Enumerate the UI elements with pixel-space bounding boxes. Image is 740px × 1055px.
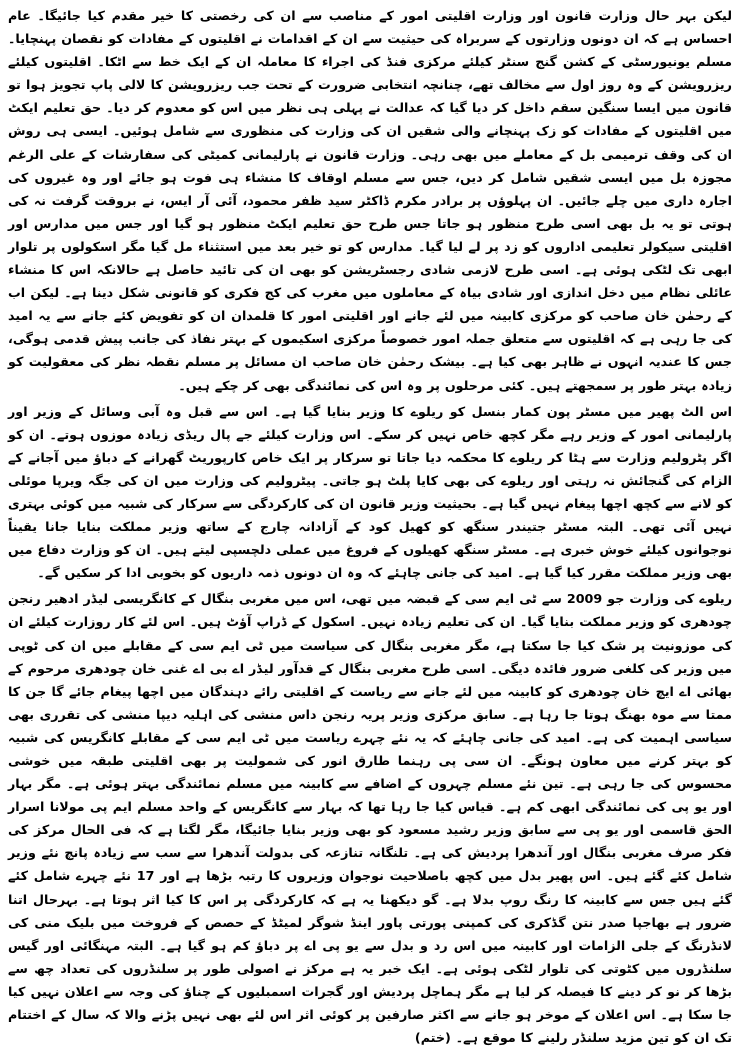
article-paragraph-1: لیکن بہر حال وزارت قانون اور وزارت اقلیتی امور کے مناصب سے ان کی رخصتی کا خیر مقدم کیا جائیگا۔ عام احساس ہے کہ ان دونوں وزارتوں کے سربراہ کی حیثیت سے ان کے اقدامات نے اقلیتوں کے مفادات کو نقصان پہنچایا۔ مسلم یونیورسٹی کے کشن گنج سنٹر کیلئے مرکزی فنڈ کی اجراء کا معاملہ ان کے ایک خط سے اٹکا۔ اقلیتوں کیلئے ریزرویشن کے وہ روز اول سے مخالف تھے، چنانچہ انتخابی ضرورت کے تحت جب ریزرویشن کا لالی پاپ تجویز ہوا تو قانون میں ایسا سنگین سقم داخل کر دیا گیا کہ عدالت نے پہلی ہی نظر میں اس کو معدوم کر دیا۔ حق تعلیم ایکٹ میں اقلیتوں کے مفادات کو زک پہنچانے والی شقیں ان کی وزارت کی منظوری سے شامل ہوئیں۔ ایسی ہی روش ان کی وقف ترمیمی بل کے معاملے میں بھی رہی۔ وزارت قانون نے پارلیمانی کمیٹی کی سفارشات کے علی الرغم مجوزہ بل میں ایسی شقیں شامل کر دیں، جس سے مسلم اوقاف کا منشاء ہی فوت ہو جائے اور وہ غیروں کی اجارہ داری میں چلے جائیں۔ ان پہلوؤں پر برادر مکرم ڈاکٹر سید ظفر محمود، آئی آر ایس، نے بروقت گرفت نہ کی ہوتی تو یہ بل بھی اسی طرح منظور ہو جاتا جس طرح حق تعلیم ایکٹ منظور ہو گیا اور جس میں مدارس اور اقلیتی سیکولر تعلیمی اداروں کو زد پر لے لیا گیا۔ مدارس کو تو خیر بعد میں استثناء مل گیا مگر اسکولوں پر تلوار ابھی تک لٹکی ہوئی ہے۔ اسی طرح لازمی شادی رجسٹریشن کو بھی ان کی تائید حاصل ہے حالانکہ اس کا منشاء عائلی نظام میں دخل اندازی اور شادی بیاہ کے معاملوں میں مغرب کی کج فکری کو قانونی شکل دینا ہے۔ لیکن اب کے رحمٰن خان صاحب کو مرکزی کابینہ میں لئے جانے اور اقلیتی امور کا قلمدان ان کو تفویض کئے جانے سے یہ امید کی جا رہی ہے کہ اقلیتوں سے متعلق جملہ امور خصوصاً مرکزی اسکیموں کے بہتر نفاذ کی جانب پیش قدمی ہوگی، جس کا عندیہ انہوں نے ظاہر بھی کیا ہے۔ بیشک رحمٰن خان صاحب ان مسائل پر مسلم نقطہ نظر کی معقولیت کو زیادہ بہتر طور پر سمجھتے ہیں۔ کئی مرحلوں پر وہ اس کی نمائندگی بھی کر چکے ہیں۔: [8, 8, 732, 393]
article-page: [8, 4, 732, 1050]
article-paragraph-3: ریلوے کی وزارت جو 2009 سے ٹی ایم سی کے قبضہ میں تھی، اس میں مغربی بنگال کے کانگریسی لیڈر ادھیر رنجن چودھری کو وزیر مملکت بنایا گیا۔ ان کی تعلیم زیادہ نہیں۔ اسکول کے ڈراپ آؤٹ ہیں۔ اس لئے کار روزارت کیلئے ان کی موزونیت پر شک کیا جا سکتا ہے، مگر مغربی بنگال کی سیاست میں ٹی ایم سی کے مقابلے میں ان کی ٹوپی میں وزیر کی کلغی ضرور فائدہ دیگی۔ اسی طرح مغربی بنگال کے قدآور لیڈر اے بی اے غنی خان چودھری مرحوم کے بھائی اے ایچ خان چودھری کو کابینہ میں لئے جانے سے ریاست کے اقلیتی رائے دہندگان میں اچھا پیغام جائے گا جن کا ممتا سے موہ بھنگ ہوتا جا رہا ہے۔ سابق مرکزی وزیر پریہ رنجن داس منشی کی اہلیہ دیپا منشی کی تقرری بھی سیاسی اہمیت کی ہے۔ امید کی جانی چاہئے کہ یہ نئے چہرے ریاست میں ٹی ایم سی کے مقابلے کانگریس کی شبیہ کو بہتر کرنے میں معاون ہونگے۔ ان سی پی رہنما طارق انور کی شمولیت پر بھی اقلیتی طبقہ میں خوشی محسوس کی جا رہی ہے۔ تین نئے مسلم چہروں کے اضافے سے کابینہ میں مسلم نمائندگی بہتر ہوئی ہے۔ مگر بہار اور یو پی کی نمائندگی ابھی کم ہے۔ قیاس کیا جا رہا تھا کہ بہار سے کانگریس کے واحد مسلم ایم پی مولانا اسرار الحق قاسمی اور یو پی سے سابق وزیر رشید مسعود کو بھی وزیر بنایا جائیگا، مگر لگتا ہے کہ فی الحال مرکز کی فکر صرف مغربی بنگال اور آندھرا پردیش کی ہے۔ تلنگانہ تنازعہ کی بدولت آندھرا سے سب سے زیادہ پانچ نئے وزیر شامل کئے گئے ہیں۔ اس پھیر بدل میں کچھ باصلاحیت نوجوان وزیروں کا رتبہ بڑھا ہے اور 17 نئے چہرے شامل کئے گئے ہیں جس سے کابینہ کا رنگ روپ بدلا ہے۔ گو دیکھنا یہ ہے کہ کارکردگی پر اس کا کیا اثر ہوتا ہے۔ بہرحال اتنا ضرور ہے بھاجپا صدر نتن گڈکری کی کمپنی پورتی پاور اینڈ شوگر لمیٹڈ کے حصص کے فروخت میں بلیک منی کی لانڈرنگ کے جلی الزامات اور کابینہ میں اس رد و بدل سے یو پی اے پر دباؤ کم ہو گیا ہے۔ البتہ مہنگائی اور گیس سلنڈروں میں کٹوتی کی تلوار لٹکی ہوئی ہے۔ ایک خبر یہ ہے مرکز نے اصولی طور پر سلنڈروں کی تعداد چھ سے بڑھا کر نو کر دینے کا فیصلہ کر لیا ہے مگر ہماچل پردیش اور گجرات اسمبلیوں کے چناؤ کی وجہ سے اعلان نہیں کیا جا سکا ہے۔ اس اعلان کے موخر ہو جانے سے اکثر صارفین پر کوئی اثر اس لئے بھی نہیں پڑنے والا کہ سال کے اختتام تک ان کو تین مزید سلنڈر رلینے کا موقع ہے۔ (ختم): [8, 591, 732, 1046]
article-paragraph-2: اس الٹ پھیر میں مسٹر پون کمار بنسل کو ریلوے کا وزیر بنایا گیا ہے۔ اس سے قبل وہ آبی وسائل کے وزیر اور پارلیمانی امور کے وزیر رہے مگر کچھ خاص نہیں کر سکے۔ اس وزارت کیلئے جے پال ریڈی زیادہ موزوں ہوتے۔ ان کو اگر پٹرولیم وزارت سے ہٹا کر ریلوے کا محکمہ دیا جاتا تو سرکار پر ایک خاص کارپوریٹ گھرانے کے دباؤ میں آجانے کے الزام کی گنجائش نہ رہتی اور ریلوے کی بھی کایا پلٹ ہو جاتی۔ پیٹرولیم کی وزارت میں ان کی جگہ ویرپا موئلی کو لانے سے کچھ اچھا پیغام نہیں گیا ہے۔ بحیثیت وزیر قانون ان کی کارکردگی سے سرکار کی شبیہ میں کوئی بہتری نہیں آئی تھی۔ البتہ مسٹر جتیندر سنگھ کو کھیل کود کے آزادانہ چارج کے ساتھ وزیر مملکت بنایا جانا یقیناً نوجوانوں کیلئے خوش خبری ہے۔ مسٹر سنگھ کھیلوں کے فروغ میں عملی دلچسپی لیتے ہیں۔ ان کو وزارت دفاع میں بھی وزیر مملکت مقرر کیا گیا ہے۔ امید کی جانی چاہئے کہ وہ ان دونوں ذمہ داریوں کو بخوبی ادا کر سکیں گے۔: [8, 403, 732, 581]
